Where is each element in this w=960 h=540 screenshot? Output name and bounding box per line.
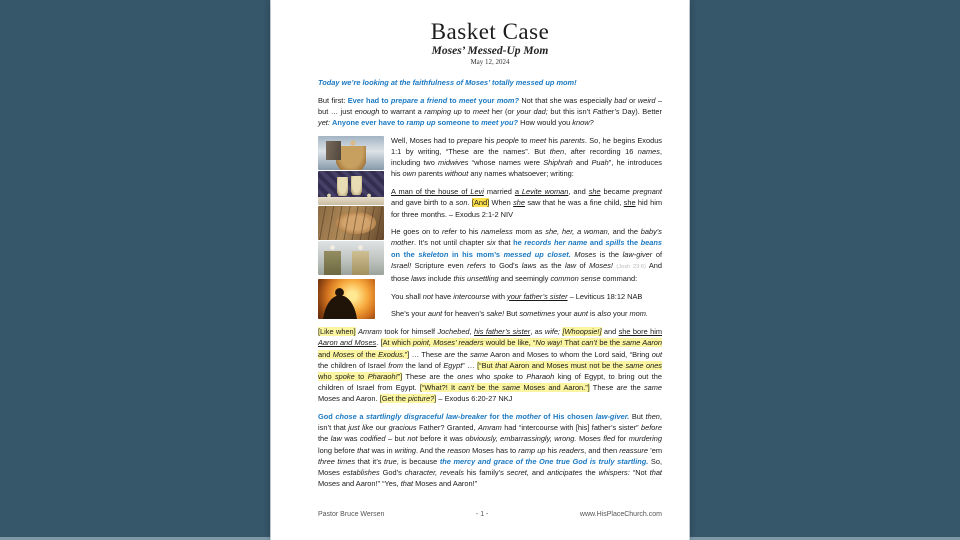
image-column bbox=[318, 136, 384, 320]
footer-page-number: - 1 - bbox=[475, 511, 489, 518]
line-aunt-remark: She’s your aunt for heaven’s sake! But sometimes your aunt is also your mom. bbox=[391, 309, 648, 319]
midwife-figurines-image bbox=[318, 171, 384, 205]
footer-author: Pastor Bruce Wersen bbox=[318, 511, 385, 518]
scripture-leviticus: You shall not have intercourse with your father’s sister – Leviticus 18:12 NAB bbox=[391, 291, 643, 301]
document-header bbox=[318, 20, 662, 67]
moses-tablets-image bbox=[318, 136, 384, 170]
paragraph-chapter-six: He goes on to refer to his nameless mom as she, her, a woman, and the baby’s mother. It’s not until chapter six that he records her name and spills the beans on the skeleton in his mom’s messed up closet. Moses is the law-giver of Israel! Scripture even refers to God’s laws as the law of Moses! (Josh 23:6) And those laws include this unsettling and seemingly common sense command: bbox=[391, 227, 663, 284]
document-page bbox=[271, 0, 689, 540]
robed-elders-image bbox=[318, 241, 384, 275]
page-footer bbox=[318, 511, 662, 518]
paragraph-conclusion: God chose a startlingly disgraceful law-breaker for the mother of His chosen law-giver. But then, isn’t that just like our gracious Father? Granted, Amram had “intercourse with [his] father’s sister” before the law was codified – but not before it was obviously, embarrassingly, wrong. Moses fled for murdering long before that was in writing. And the reason Moses has to ramp up his readers, and then reassure ’em three times that it’s true, is because the mercy and grace of the One true God is truly startling. So, Moses establishes God’s character, reveals his family’s secret, and anticipates the whispers: “Not that Moses and Aaron!” “Yes, that Moses and Aaron!” bbox=[318, 412, 663, 489]
document-title: Basket Case bbox=[430, 19, 550, 44]
document-subtitle: Moses’ Messed-Up Mom bbox=[431, 45, 549, 57]
footer-website: www.HisPlaceChurch.com bbox=[579, 511, 662, 518]
document-date: May 12, 2024 bbox=[470, 58, 510, 66]
paragraph-prepare-friend: But first: Ever had to prepare a friend to meet your mom? Not that she was especially bad or weird – but … just enough to warrant a ramping up to meet her (or your dad; but this isn’t Father’s Day). Better yet: Anyone ever have to ramp up someone to meet you? How would you know? bbox=[318, 95, 663, 128]
scripture-exodus-6: [Like when] Amram took for himself Jochebed, his father’s sister, as wife; [Whoopsie!] and she bore him Aaron and Moses. [At which point, Moses’ readers would be like, “No way! That can’t be the same Aaron and Moses of the Exodus.”] … These are the same Aaron and Moses to whom the Lord said, “Bring out the children of Israel from the land of Egypt” … [“But that Aaron and Moses must not be the same ones who spoke to Pharaoh!”] These are the ones who spoke to Pharaoh king of Egypt, to bring out the children of Israel from Egypt. [“What?! It can’t be the same Moses and Aaron.”] These are the same Moses and Aaron. [Get the picture?] – Exodus 6:20-27 NKJ bbox=[318, 327, 663, 404]
scripture-exodus-2: A man of the house of Levi married a Levite woman, and she became pregnant and gave birth to a son. [And] When she saw that he was a fine child, she hid him for three months. – Exodus 2:1-2 NIV bbox=[391, 187, 662, 219]
intro-line: Today we’re looking at the faithfulness of Moses’ totally messed up mom! bbox=[318, 78, 577, 87]
silhouette-fire-image bbox=[318, 279, 375, 319]
hand-on-stone-image bbox=[318, 206, 384, 240]
paragraph-well-moses: Well, Moses had to prepare his people to meet his parents. So, he begins Exodus 1:1 by writing, “These are the names”. But then, after recording 16 names, including two midwives “whose names were Shiphrah and Puah”, he introduces his own parents without any names whatsoever; writing: bbox=[391, 135, 663, 179]
